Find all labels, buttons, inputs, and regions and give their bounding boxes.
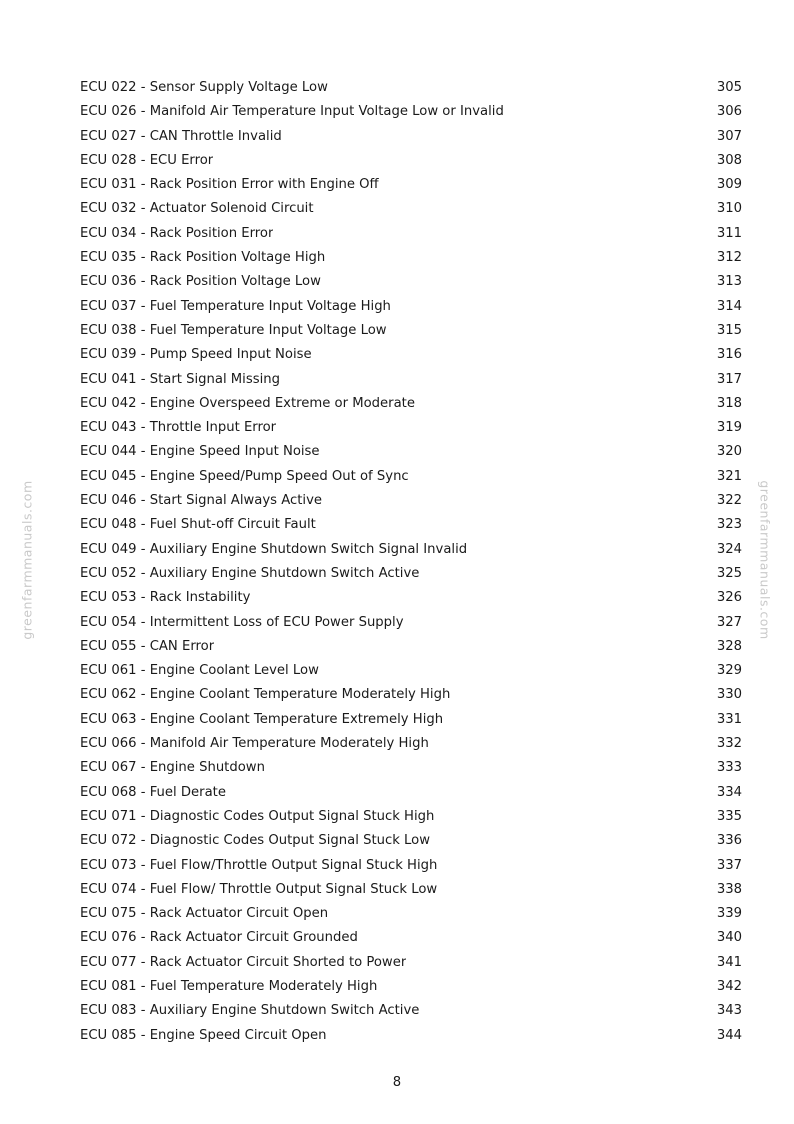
toc-entry-title: ECU 076 - Rack Actuator Circuit Grounded [80, 930, 358, 946]
toc-entry-title: ECU 042 - Engine Overspeed Extreme or Moderate [80, 395, 415, 411]
toc-entry-page: 318 [716, 395, 742, 411]
toc-entry [80, 975, 742, 999]
toc-entry [80, 951, 742, 975]
toc-entry-page: 323 [716, 517, 742, 533]
toc-entry [80, 902, 742, 926]
toc-entry [80, 829, 742, 853]
toc-entry-page: 306 [716, 104, 742, 120]
toc-entry [80, 586, 742, 610]
toc-entry [80, 125, 742, 149]
toc-entry-title: ECU 044 - Engine Speed Input Noise [80, 444, 320, 460]
toc-entry-page: 313 [716, 274, 742, 290]
toc-entry [80, 1024, 742, 1048]
toc-entry [80, 343, 742, 367]
toc-entry-title: ECU 045 - Engine Speed/Pump Speed Out of Sync [80, 468, 409, 484]
toc-entry [80, 440, 742, 464]
toc-entry-title: ECU 028 - ECU Error [80, 152, 214, 168]
toc-entry-page: 330 [716, 687, 742, 703]
toc-entry-title: ECU 061 - Engine Coolant Level Low [80, 663, 319, 679]
toc-entry-title: ECU 049 - Auxiliary Engine Shutdown Switch Signal Invalid [80, 541, 468, 557]
toc-entry-page: 307 [716, 128, 742, 144]
toc-entry-page: 332 [716, 736, 742, 752]
toc-entry [80, 173, 742, 197]
watermark-right: greenfarmmanuals.com [757, 480, 773, 640]
toc-entry [80, 489, 742, 513]
page-number: 8 [392, 1075, 402, 1090]
toc-entry [80, 270, 742, 294]
toc-entry-page: 320 [716, 444, 742, 460]
table-of-contents [80, 76, 742, 1048]
toc-entry-title: ECU 037 - Fuel Temperature Input Voltage High [80, 298, 391, 314]
toc-entry-page: 335 [716, 808, 742, 824]
toc-entry [80, 562, 742, 586]
toc-entry-title: ECU 053 - Rack Instability [80, 590, 251, 606]
toc-entry [80, 416, 742, 440]
toc-entry-page: 309 [716, 177, 742, 193]
toc-entry-title: ECU 077 - Rack Actuator Circuit Shorted to Power [80, 954, 407, 970]
toc-entry [80, 513, 742, 537]
toc-entry [80, 222, 742, 246]
toc-entry-title: ECU 052 - Auxiliary Engine Shutdown Switch Active [80, 565, 420, 581]
toc-entry-page: 339 [716, 906, 742, 922]
toc-entry-page: 316 [716, 347, 742, 363]
toc-entry-title: ECU 055 - CAN Error [80, 638, 215, 654]
toc-entry [80, 683, 742, 707]
toc-entry-title: ECU 046 - Start Signal Always Active [80, 493, 323, 509]
toc-entry [80, 854, 742, 878]
toc-entry [80, 319, 742, 343]
toc-entry [80, 732, 742, 756]
toc-entry [80, 756, 742, 780]
toc-entry-title: ECU 035 - Rack Position Voltage High [80, 250, 326, 266]
toc-entry-title: ECU 073 - Fuel Flow/Throttle Output Signal Stuck High [80, 857, 438, 873]
toc-entry-page: 327 [716, 614, 742, 630]
toc-entry-title: ECU 022 - Sensor Supply Voltage Low [80, 80, 328, 95]
toc-entry [80, 246, 742, 270]
toc-entry [80, 295, 742, 319]
toc-entry-page: 325 [716, 565, 742, 581]
toc-entry-page: 338 [716, 881, 742, 897]
toc-entry [80, 999, 742, 1023]
watermark-left: greenfarmmanuals.com [19, 480, 35, 640]
toc-entry-page: 324 [716, 541, 742, 557]
toc-entry-title: ECU 054 - Intermittent Loss of ECU Power Supply [80, 614, 404, 630]
toc-entry-page: 322 [716, 493, 742, 509]
toc-entry-title: ECU 026 - Manifold Air Temperature Input Voltage Low or Invalid [80, 104, 504, 120]
toc-entry-title: ECU 066 - Manifold Air Temperature Moderately High [80, 736, 429, 752]
toc-entry [80, 149, 742, 173]
toc-entry-page: 331 [716, 711, 742, 727]
toc-entry-page: 329 [716, 663, 742, 679]
toc-entry-page: 310 [716, 201, 742, 217]
toc-entry-title: ECU 048 - Fuel Shut-off Circuit Fault [80, 517, 316, 533]
toc-entry-title: ECU 068 - Fuel Derate [80, 784, 226, 800]
toc-entry-title: ECU 031 - Rack Position Error with Engine Off [80, 177, 379, 193]
toc-entry-title: ECU 062 - Engine Coolant Temperature Moderately High [80, 687, 451, 703]
toc-entry-page: 342 [716, 978, 742, 994]
toc-entry-title: ECU 071 - Diagnostic Codes Output Signal Stuck High [80, 808, 435, 824]
toc-entry [80, 878, 742, 902]
toc-entry-page: 305 [716, 80, 742, 95]
toc-entry [80, 611, 742, 635]
toc-entry-page: 311 [716, 225, 742, 241]
toc-entry-page: 337 [716, 857, 742, 873]
toc-entry-page: 333 [716, 760, 742, 776]
toc-entry-title: ECU 039 - Pump Speed Input Noise [80, 347, 312, 363]
toc-entry [80, 781, 742, 805]
toc-entry-page: 315 [716, 322, 742, 338]
toc-entry-title: ECU 032 - Actuator Solenoid Circuit [80, 201, 314, 217]
toc-entry-title: ECU 063 - Engine Coolant Temperature Extremely High [80, 711, 444, 727]
toc-entry-page: 328 [716, 638, 742, 654]
toc-entry-title: ECU 081 - Fuel Temperature Moderately High [80, 978, 378, 994]
toc-entry-title: ECU 075 - Rack Actuator Circuit Open [80, 906, 329, 922]
toc-entry-page: 319 [716, 420, 742, 436]
toc-entry [80, 659, 742, 683]
toc-entry [80, 708, 742, 732]
toc-entry-title: ECU 036 - Rack Position Voltage Low [80, 274, 321, 290]
toc-entry-page: 343 [716, 1003, 742, 1019]
toc-entry-page: 321 [716, 468, 742, 484]
toc-entry-page: 334 [716, 784, 742, 800]
toc-entry-page: 336 [716, 833, 742, 849]
toc-entry-title: ECU 034 - Rack Position Error [80, 225, 274, 241]
toc-entry [80, 635, 742, 659]
toc-entry [80, 538, 742, 562]
toc-entry-page: 308 [716, 152, 742, 168]
toc-entry [80, 805, 742, 829]
toc-entry-title: ECU 043 - Throttle Input Error [80, 420, 277, 436]
toc-entry [80, 76, 742, 100]
toc-entry-page: 340 [716, 930, 742, 946]
toc-entry-page: 326 [716, 590, 742, 606]
toc-entry-title: ECU 038 - Fuel Temperature Input Voltage Low [80, 322, 387, 338]
toc-entry-page: 344 [716, 1027, 742, 1043]
toc-entry [80, 368, 742, 392]
toc-entry [80, 197, 742, 221]
toc-entry-page: 312 [716, 250, 742, 266]
toc-entry-title: ECU 074 - Fuel Flow/ Throttle Output Signal Stuck Low [80, 881, 438, 897]
toc-entry-page: 314 [716, 298, 742, 314]
toc-entry-title: ECU 067 - Engine Shutdown [80, 760, 265, 776]
toc-entry-title: ECU 085 - Engine Speed Circuit Open [80, 1027, 327, 1043]
toc-entry-title: ECU 072 - Diagnostic Codes Output Signal Stuck Low [80, 833, 431, 849]
toc-entry-title: ECU 083 - Auxiliary Engine Shutdown Switch Active [80, 1003, 420, 1019]
toc-entry-title: ECU 027 - CAN Throttle Invalid [80, 128, 282, 144]
toc-entry-page: 341 [716, 954, 742, 970]
toc-entry [80, 926, 742, 950]
toc-entry-title: ECU 041 - Start Signal Missing [80, 371, 280, 387]
toc-entry [80, 465, 742, 489]
toc-entry-page: 317 [716, 371, 742, 387]
toc-entry [80, 392, 742, 416]
toc-entry [80, 100, 742, 124]
